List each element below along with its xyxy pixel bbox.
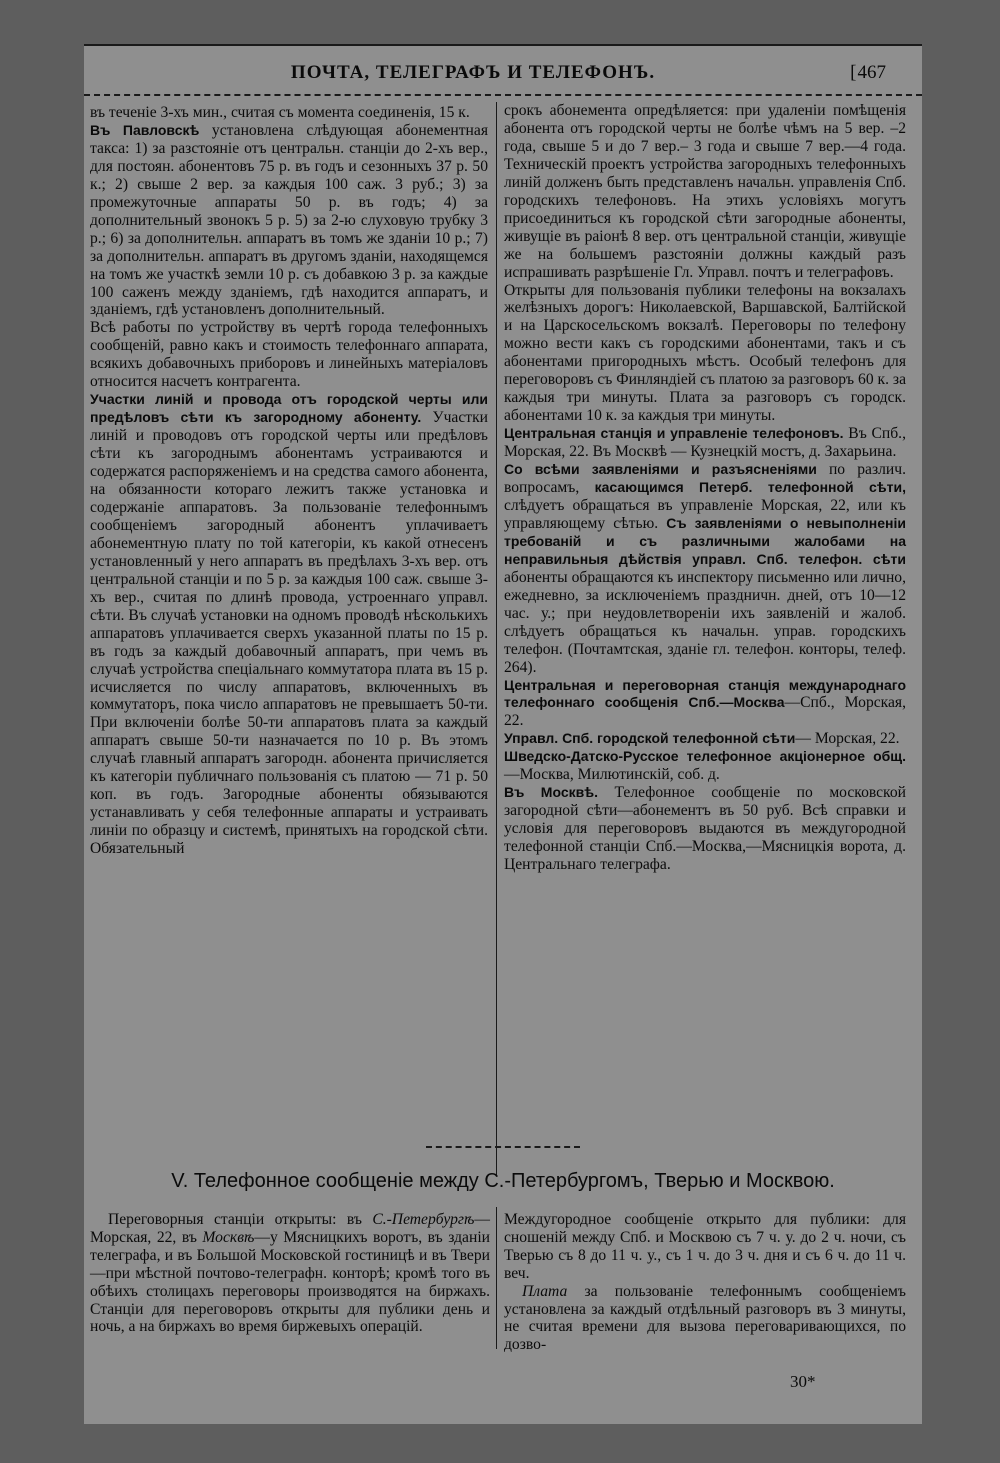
italic-text: Плата — [522, 1282, 568, 1300]
paragraph-text: —Москва, Милютинскій, соб. д. — [504, 766, 720, 784]
paragraph-text: —Морская, 22, въ — [90, 1211, 490, 1246]
paragraph — [504, 425, 906, 461]
section-separator — [426, 1146, 580, 1148]
book-page — [84, 44, 922, 1424]
bold-text: касающимся Петерб. телефонной сѣти, — [594, 479, 906, 496]
section-title: V. Телефонное сообщеніе между С.-Петербургомъ, Тверью и Москвою. — [171, 1170, 835, 1192]
paragraph: Междугородное сообщеніе открыто для публики: для сношеній между Спб. и Москвою съ 7 ч. у. до 2 ч. ночи, съ Тверью съ 8 до 11 ч. у., съ 1 ч. до 3 ч. дня и съ 6 ч. до 11 ч. веч. — [504, 1211, 906, 1282]
paragraph-text: установлена слѣдующая абонементная такса: 1) за разстояніе отъ центральн. станціи до 2-хъ вер., для постоян. абонентовъ 75 р. въ годъ и сезонныхъ 37 р. 50 к.; 2) свыше 2 вер. за каждыя 100 саж. 3 руб.; 3) за промежуточные аппараты 50 р. въ годъ; 4) за дополнительный звонокъ 5 р. 5) за 2-ю слуховую трубку 3 р.; 6) за дополнительн. аппаратъ въ томъ же зданіи 10 р.; 7) за дополнительн. аппаратъ въ другомъ зданіи, находящемся на томъ же участкѣ земли 10 р. съ добавкою 3 р. за каждые 100 саженъ между зданіемъ, гдѣ находится аппаратъ, и зданіемъ, гдѣ установленъ дополнительный. — [90, 121, 488, 319]
right-column — [504, 102, 906, 874]
left-column — [90, 104, 488, 858]
paragraph-text: Въ Спб., Морская, 22. Въ Москвѣ — Кузнецкій мостъ, д. Захарьина. — [504, 425, 906, 461]
paragraph — [90, 1211, 490, 1336]
paragraph: срокъ абонемента опредѣляется: при удаленіи помѣщенія абонента отъ городской черты не болѣе чѣмъ на 5 вер. –2 года, свыше 5 и до 7 вер.– 3 года и свыше 7 вер.—4 года. Техническій проектъ устройства загородныхъ телефонныхъ линій долженъ быть представленъ начальн. управленія Спб. городскихъ телефоновъ. На этихъ условіяхъ могутъ присоединиться къ городской сѣти загородные абоненты, живущіе въ раіонѣ 8 вер. отъ центральной станціи, живущіе же на большемъ разстояніи должны каждый разъ испрашивать разрѣшеніе Гл. Управл. почтъ и телеграфовъ. — [504, 102, 906, 281]
section-left-column — [90, 1211, 490, 1336]
paragraph — [504, 748, 906, 784]
printer-signature: 30* — [790, 1372, 816, 1391]
heading-company: Шведско-Датско-Русское телефонное акціонерное общ. — [504, 748, 906, 765]
heading-central-station: Центральная станція и управленіе телефоновъ. — [504, 425, 844, 442]
paragraph-text: Участки линій и проводовъ отъ городской черты или предѣловъ сѣти къ загороднымъ абонентамъ устраиваются и содержатся распоряженіемъ и на средства самого абонента, на обязанности котораго лежитъ также установка и содержаніе аппаратовъ. За пользованіе телефоннымъ сообщеніемъ загородный абонентъ уплачиваетъ абонементную плату по той категоріи, къ какой отнесенъ установленный у него аппаратъ въ предѣлахъ 3-хъ вер. отъ центральной станціи и по 5 р. за каждыя 100 саж. свыше 3-хъ вер., считая по длинѣ провода, устроеннаго управл. сѣти. Въ случаѣ установки на одномъ проводѣ нѣсколькихъ аппаратовъ уплачивается сверхъ указанной платы по 15 р. въ годъ за каждый добавочный аппаратъ, при чемъ въ случаѣ устройства спеціальнаго коммутатора плата въ 15 р. исчисляется по числу аппаратовъ, включенныхъ въ коммутаторъ, пока число аппаратовъ не превышаетъ 50-ти. При включеніи болѣе 50-ти аппаратовъ плата за каждый аппаратъ свыше 50-ти назначается по 10 р. Въ этомъ случаѣ главный аппаратъ загородн. абонента причисляется къ категоріи публичнаго пользованія съ платою — 71 р. 50 коп. въ годъ. Загородные абоненты обязываются устанавливать у себя телефонные аппараты и устраивать линіи по образцу и системѣ, принятыхъ на городской сѣти. Обязательный — [90, 409, 488, 858]
paragraph — [90, 122, 488, 319]
column-divider — [496, 102, 497, 1176]
page-header — [84, 62, 922, 102]
paragraph-text: —у Мясницкихъ воротъ, въ зданіи телеграфа, и въ Большой Московской гостиницѣ и въ Твери—при мѣстной почтово-телеграфн. конторѣ; кромѣ того въ обѣихъ столицахъ переговоры производятся на биржахъ. Станціи для переговоровъ открыты для публики день и ночь, а на биржахъ во время биржевыхъ операцій. — [90, 1228, 490, 1336]
running-head: ПОЧТА, ТЕЛЕГРАФЪ И ТЕЛЕФОНЪ. — [290, 62, 656, 83]
bold-text: Съ заявленіями о невыполненіи требованій и съ различными жалобами на неправильныя дѣйствія управл. Спб. телефон. сѣти — [504, 514, 907, 567]
heading-line-sections: Участки линій и провода отъ городской черты или предѣловъ сѣти къ загородному абоненту. — [90, 391, 488, 426]
heading-international-station: Центральная и переговорная станція международнаго телефоннаго сообщенія Спб.—Москва — [504, 676, 906, 711]
top-border — [84, 44, 922, 46]
paragraph — [90, 391, 488, 858]
section-right-column — [504, 1211, 906, 1354]
paragraph-text: —Спб., Морская, 22. — [504, 694, 907, 730]
paragraph: въ теченіе 3-хъ мин., считая съ момента соединенія, 15 к. — [90, 104, 470, 121]
paragraph — [504, 677, 906, 731]
italic-text: С.-Петербургѣ — [372, 1211, 475, 1228]
paragraph-text: слѣдуетъ обращаться въ управленіе Морская, 22, или къ управляющему сѣтью. — [504, 496, 906, 532]
column-divider — [496, 1207, 497, 1349]
italic-text: Москвѣ — [202, 1228, 255, 1246]
heading-statements: Со всѣми заявленіями и разъясненіями — [504, 461, 817, 478]
paragraph — [504, 1283, 906, 1355]
paragraph: Всѣ работы по устройству въ чертѣ города телефонныхъ сообщеній, равно какъ и стоимость телефоннаго аппарата, всякихъ добавочныхъ приборовъ и линейныхъ матеріаловъ относится насчетъ контрагента. — [90, 319, 488, 391]
heading-city-network: Управл. Спб. городской телефонной сѣти — [504, 730, 796, 747]
paragraph-text: за пользованіе телефоннымъ сообщеніемъ установлена за каждый отдѣльный разговоръ въ 3 минуты, не считая времени для вызова переговаривающихся, по дозво- — [504, 1282, 906, 1354]
header-rule — [84, 94, 922, 96]
paragraph-text: по различ. вопросамъ, — [504, 461, 907, 497]
paragraph-text: Телефонное сообщеніе по московской загородной сѣти—абонементъ въ 50 руб. Всѣ справки и условія для переговоровъ выдаются въ междугородной телефонной станціи Спб.—Москва,—Мясницкія ворота, д. Центральнаго телеграфа. — [504, 784, 906, 874]
paragraph — [504, 784, 906, 874]
heading-pavlovsk: Въ Павловскѣ — [90, 121, 200, 138]
paragraph-text: Переговорныя станціи открыты: въ — [108, 1211, 373, 1228]
paragraph — [504, 461, 906, 676]
paragraph: Открыты для пользованія публики телефоны на вокзалахъ желѣзныхъ дорогъ: Николаевской, Варшавской, Балтійской и на Царскосельскомъ вокзалѣ. Переговоры по телефону можно вести какъ съ городскими абонентами, такъ и съ абонентами пригородныхъ мѣстъ. Особый телефонъ для переговоровъ съ Финляндіей съ платою за разговоръ 60 к. за каждыя три минуты. Плата за разговоръ съ городск. абонентами 10 к. за каждыя три минуты. — [504, 281, 906, 425]
page-number: [ 467 — [850, 62, 886, 84]
paragraph — [504, 730, 906, 748]
paragraph-text: абоненты обращаются къ инспектору письменно или лично, ежедневно, за исключеніемъ праздничн. дней, отъ 10—12 час. у.; при неудовлетвореніи ихъ заявленій и жалоб. слѣдуетъ обращаться къ начальн. управ. городскихъ телефон. (Почтамтская, зданіе гл. телефон. конторы, телеф. 264). — [504, 568, 906, 676]
paragraph-text: — Морская, 22. — [795, 730, 900, 748]
heading-moscow: Въ Москвѣ. — [504, 784, 598, 801]
